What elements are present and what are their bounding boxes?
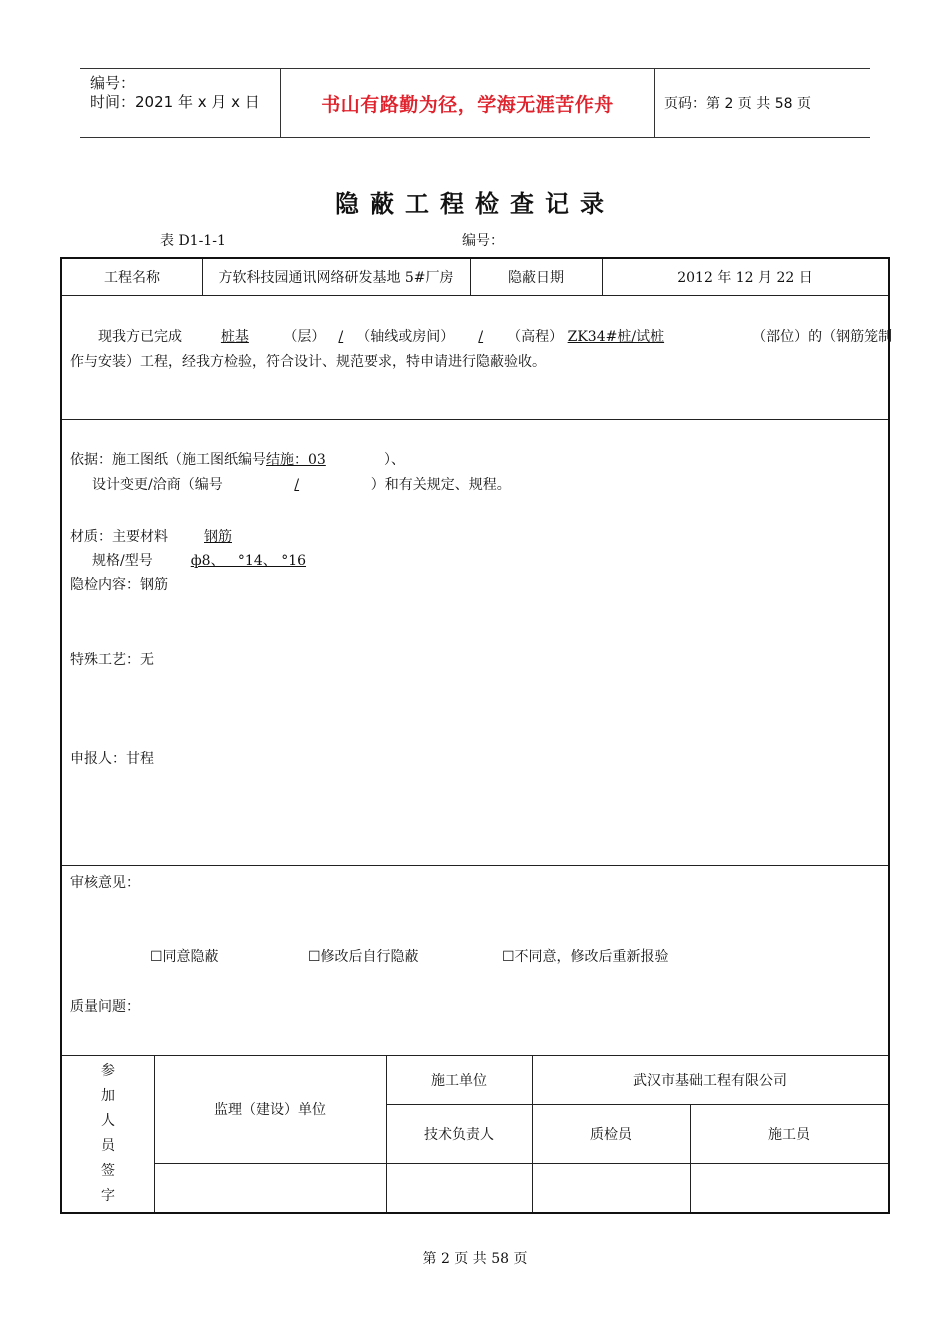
header-left (80, 69, 280, 137)
worker-label: 施工员 (768, 1126, 810, 1143)
header-right (654, 69, 870, 137)
spec-value: ф8、 °14、 °16 (190, 553, 307, 569)
supervisor-signature-field[interactable] (154, 1164, 386, 1212)
change-number: / (294, 477, 300, 493)
quality-issues: 质量问题： (70, 999, 140, 1015)
statement-position: ZK34#桩/试桩 (567, 329, 665, 345)
worker-signature-field[interactable] (690, 1164, 888, 1212)
participants-label: 参 加 人 员 签 字 (101, 1062, 115, 1204)
material: 材质：主要材料 钢筋 (70, 526, 376, 546)
special-process: 特殊工艺：无 (70, 652, 154, 668)
reporter: 申报人：甘程 (70, 751, 154, 767)
tech-lead-label: 技术负责人 (424, 1126, 494, 1143)
supervisor-unit-label: 监理（建设）单位 (214, 1102, 326, 1118)
review-label: 审核意见： (70, 875, 140, 891)
statement-floor: / (338, 329, 344, 345)
construction-unit: 武汉市基础工程有限公司 (633, 1072, 787, 1089)
statement-line-1: 现我方已完成 桩基 （层） / （轴线或房间） / （高程） ZK34#桩/试桩 （部位）的（钢筋笼制 (98, 326, 892, 346)
material-value: 钢筋 (204, 529, 232, 545)
statement-item: 桩基 (220, 329, 249, 345)
conceal-date-label: 隐蔽日期 (508, 270, 564, 286)
basis-change: 设计变更/洽商（编号 / ）和有关规定、规程。 (92, 477, 511, 493)
statement-axis: / (478, 329, 484, 345)
inspection-content: 隐检内容：钢筋 (70, 577, 168, 593)
page-header (80, 68, 870, 138)
conceal-date: 2012 年 12 月 22 日 (677, 270, 813, 286)
inspection-form (60, 257, 893, 1214)
project-name: 方软科技园通讯网络研发基地 5#厂房 (218, 270, 454, 286)
motto: 书山有路勤为径，学海无涯苦作舟 (321, 93, 614, 116)
statement-line-2: 作与安装）工程，经我方检验，符合设计、规范要求，特申请进行隐蔽验收。 (70, 354, 546, 370)
option-modify-self[interactable]: ☐修改后自行隐蔽 (308, 949, 419, 965)
form-code: 表 D1-1-1 (160, 233, 226, 249)
header-time: 时间：2021 年 x 月 x 日 (90, 93, 260, 111)
header-center (280, 69, 655, 137)
project-name-label: 工程名称 (104, 270, 160, 286)
option-reject[interactable]: ☐不同意，修改后重新报验 (502, 949, 669, 965)
drawing-number: 结施：03 (266, 452, 326, 468)
spec: 规格/型号 ф8、 °14、 °16 (92, 550, 427, 570)
construction-unit-label: 施工单位 (431, 1072, 487, 1089)
header-number-label: 编号： (90, 74, 136, 92)
inspector-label: 质检员 (590, 1126, 632, 1143)
header-page-info: 页码：第 2 页 共 58 页 (664, 96, 811, 112)
tech-lead-signature-field[interactable] (386, 1164, 532, 1212)
form-number-label: 编号： (462, 233, 504, 249)
document-title: 隐蔽工程检查记录 (335, 190, 615, 218)
inspector-signature-field[interactable] (532, 1164, 690, 1212)
option-approve[interactable]: ☐同意隐蔽 (150, 949, 219, 965)
page-footer: 第 2 页 共 58 页 (422, 1251, 528, 1267)
basis-drawing: 依据：施工图纸（施工图纸编号结施：03 ）、 (70, 449, 405, 469)
